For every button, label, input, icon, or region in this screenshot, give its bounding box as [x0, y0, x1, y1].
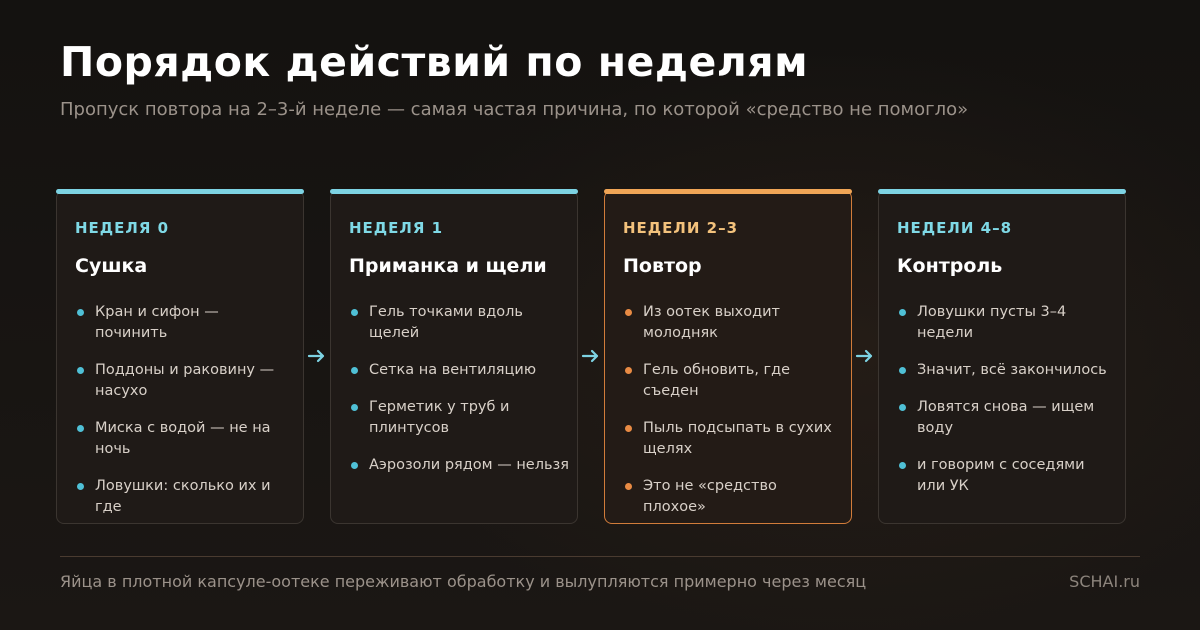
- list-item: [75, 418, 303, 460]
- list-item: [623, 418, 851, 460]
- list-item: [349, 302, 577, 344]
- bullet-dot-icon: [77, 483, 84, 490]
- list-item-text: Гель обновить, где съеден: [643, 362, 791, 399]
- bullet-dot-icon: [899, 309, 906, 316]
- page-subtitle: Пропуск повтора на 2–3-й неделе — самая частая причина, по которой «средство не помогло»: [60, 99, 969, 120]
- bullet-dot-icon: [625, 483, 632, 490]
- list-item-text: Значит, всё закончилось: [917, 362, 1107, 378]
- list-item: [897, 455, 1125, 497]
- list-item-text: Ловушки пусты 3–4 недели: [917, 304, 1067, 341]
- list-item: [75, 302, 303, 344]
- list-item: [349, 360, 577, 381]
- list-item: [623, 476, 851, 518]
- step-card-week-0: [56, 190, 304, 524]
- bullet-dot-icon: [899, 462, 906, 469]
- list-item-text: Миска с водой — не на ночь: [95, 420, 271, 457]
- list-item: [897, 302, 1125, 344]
- card-heading: Приманка и щели: [349, 255, 547, 277]
- card-week-label: НЕДЕЛЯ 0: [75, 219, 170, 237]
- bullet-dot-icon: [625, 367, 632, 374]
- card-accent-bar: [604, 189, 852, 194]
- card-heading: Сушка: [75, 255, 148, 277]
- bullet-dot-icon: [625, 309, 632, 316]
- arrow-right-icon: [307, 346, 327, 366]
- card-week-label: НЕДЕЛИ 2–3: [623, 219, 739, 237]
- card-accent-bar: [330, 189, 578, 194]
- bullet-dot-icon: [77, 309, 84, 316]
- step-card-weeks-4-8: [878, 190, 1126, 524]
- arrow-right-icon: [855, 346, 875, 366]
- step-card-week-1: [330, 190, 578, 524]
- arrow-right-icon: [581, 346, 601, 366]
- list-item: [897, 397, 1125, 439]
- bullet-dot-icon: [77, 367, 84, 374]
- card-item-list: [897, 302, 1125, 497]
- list-item-text: Поддоны и раковину — насухо: [95, 362, 275, 399]
- bullet-dot-icon: [77, 425, 84, 432]
- list-item-text: Ловушки: сколько их и где: [95, 478, 271, 515]
- card-accent-bar: [56, 189, 304, 194]
- list-item: [349, 397, 577, 439]
- bullet-dot-icon: [351, 404, 358, 411]
- bullet-dot-icon: [351, 462, 358, 469]
- list-item: [623, 360, 851, 402]
- card-accent-bar: [878, 189, 1126, 194]
- card-heading: Контроль: [897, 255, 1003, 277]
- card-week-label: НЕДЕЛИ 4–8: [897, 219, 1013, 237]
- footer-note: Яйца в плотной капсуле-оотеке переживают обработку и вылупляются примерно через месяц: [60, 572, 867, 591]
- bullet-dot-icon: [899, 404, 906, 411]
- list-item-text: Герметик у труб и плинтусов: [369, 399, 510, 436]
- bullet-dot-icon: [899, 367, 906, 374]
- bullet-dot-icon: [625, 425, 632, 432]
- list-item: [623, 302, 851, 344]
- card-item-list: [349, 302, 577, 476]
- card-week-label: НЕДЕЛЯ 1: [349, 219, 444, 237]
- list-item-text: и говорим с соседями или УК: [917, 457, 1085, 494]
- list-item: [75, 476, 303, 518]
- footer-divider: [60, 556, 1140, 557]
- list-item-text: Из оотек выходит молодняк: [643, 304, 780, 341]
- list-item-text: Гель точками вдоль щелей: [369, 304, 523, 341]
- card-item-list: [623, 302, 851, 518]
- list-item-text: Пыль подсыпать в сухих щелях: [643, 420, 832, 457]
- step-card-weeks-2-3: [604, 190, 852, 524]
- list-item-text: Аэрозоли рядом — нельзя: [369, 457, 569, 473]
- bullet-dot-icon: [351, 367, 358, 374]
- list-item-text: Кран и сифон — починить: [95, 304, 219, 341]
- brand-logo-text: SCHAI.ru: [1069, 572, 1140, 591]
- list-item-text: Это не «средство плохое»: [643, 478, 777, 515]
- list-item-text: Сетка на вентиляцию: [369, 362, 537, 378]
- list-item: [897, 360, 1125, 381]
- card-item-list: [75, 302, 303, 518]
- list-item-text: Ловятся снова — ищем воду: [917, 399, 1095, 436]
- card-heading: Повтор: [623, 255, 702, 277]
- list-item: [349, 455, 577, 476]
- list-item: [75, 360, 303, 402]
- page-title: Порядок действий по неделям: [60, 38, 809, 86]
- bullet-dot-icon: [351, 309, 358, 316]
